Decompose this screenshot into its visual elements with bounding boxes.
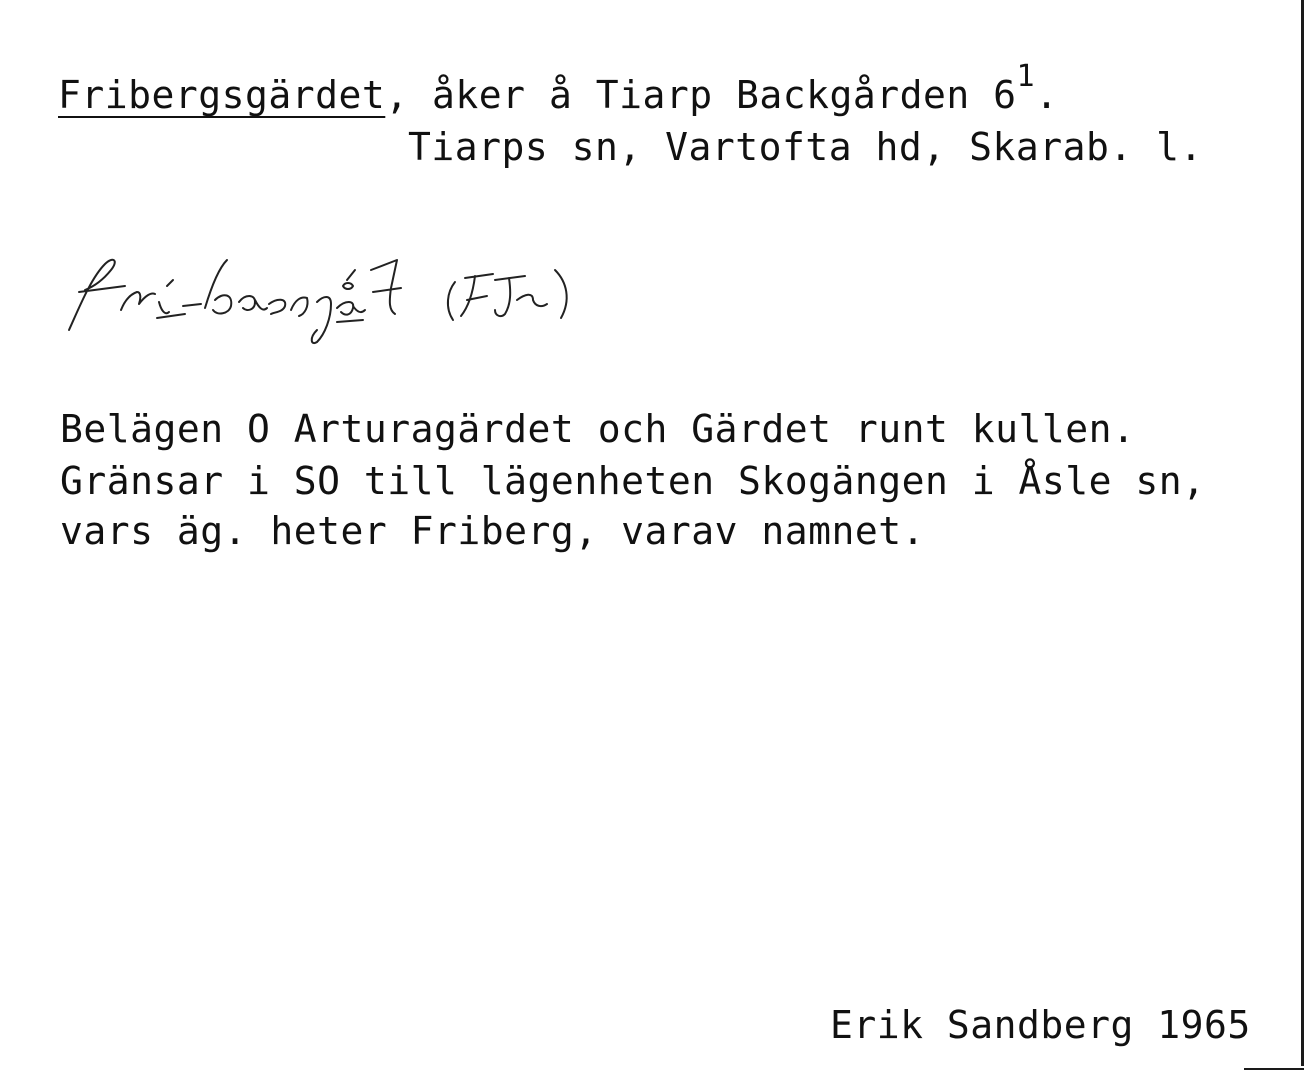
- title-line: [58, 59, 1059, 117]
- handwriting-strokes: [55, 230, 695, 350]
- parish-line: Tiarps sn, Vartofta hd, Skarab. l.: [408, 125, 1203, 169]
- title-end: .: [1035, 73, 1059, 117]
- title-rest: , åker å Tiarp Backgården 6: [385, 73, 1017, 117]
- title-superscript: 1: [1016, 59, 1036, 94]
- signature: Erik Sandberg 1965: [830, 1003, 1251, 1047]
- card-right-edge: [1301, 0, 1304, 1066]
- body-line-3: vars äg. heter Friberg, varav namnet.: [60, 509, 925, 553]
- card-bottom-edge: [1244, 1068, 1304, 1070]
- body-line-1: Belägen O Arturagärdet och Gärdet runt kullen.: [60, 407, 1136, 451]
- handwritten-pronunciation: [55, 230, 695, 350]
- body-line-2: Gränsar i SO till lägenheten Skogängen i Åsle sn,: [60, 459, 1206, 503]
- headword: Fribergsgärdet: [58, 73, 386, 117]
